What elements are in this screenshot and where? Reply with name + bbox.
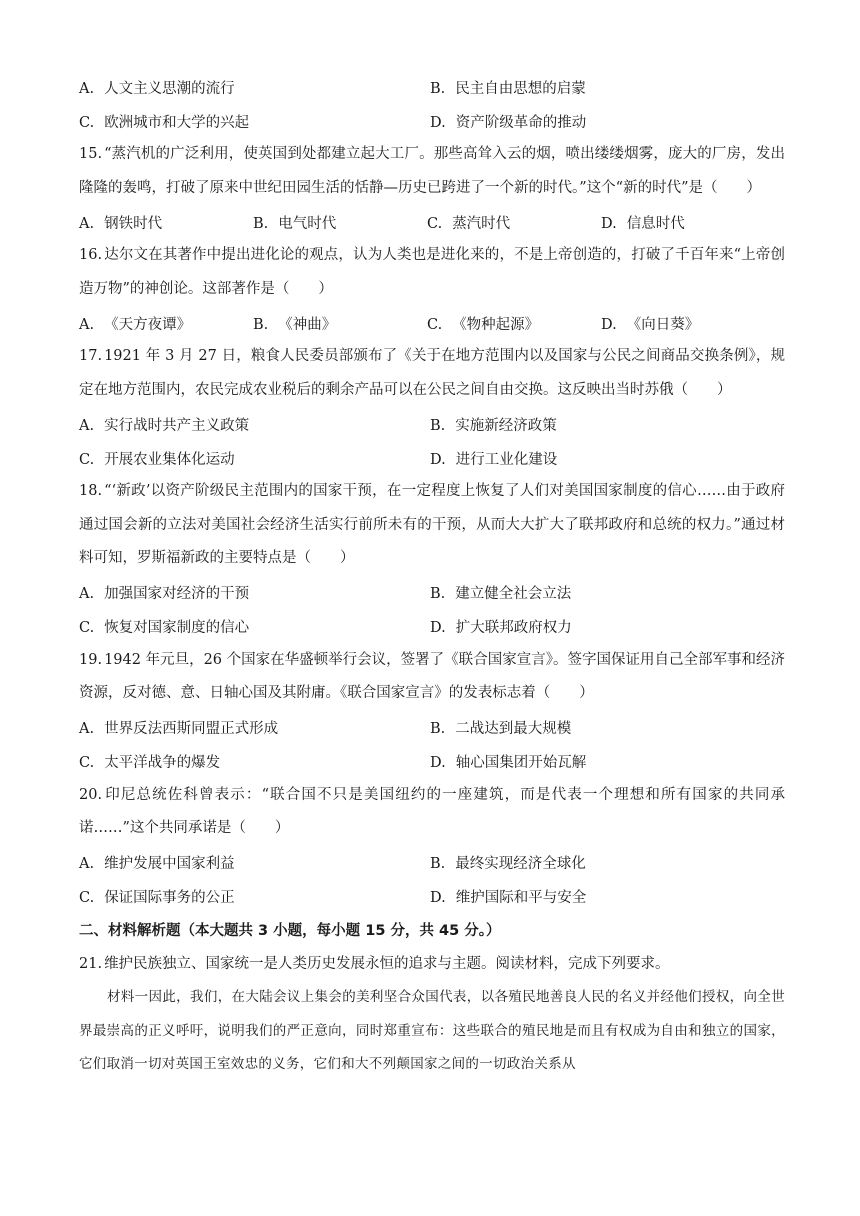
q18-option-c[interactable]: C. 恢复对国家制度的信心	[79, 620, 250, 636]
q14-option-d[interactable]: D. 资产阶级革命的推动	[430, 114, 587, 131]
q20-options-row-1	[79, 846, 785, 880]
q17-option-b[interactable]: B. 实施新经济政策	[430, 417, 557, 434]
exam-content	[79, 70, 785, 1082]
question-21: 21. 维护民族独立、国家统一是人类历史发展永恒的追求与主题。阅读材料，完成下列要求。	[79, 955, 670, 972]
q20-option-a[interactable]: A. 维护发展中国家利益	[79, 856, 235, 872]
q16-option-c[interactable]: C. 《物种起源》	[427, 316, 540, 333]
q17-option-a[interactable]: A. 实行战时共产主义政策	[79, 417, 250, 434]
q19-option-a[interactable]: A. 世界反法西斯同盟正式形成	[79, 721, 279, 737]
q19-options-row-1	[79, 711, 785, 745]
q17-option-c[interactable]: C. 开展农业集体化运动	[79, 451, 235, 468]
q19-option-d[interactable]: D. 轴心国集团开始瓦解	[430, 755, 587, 771]
q14-option-a[interactable]: A. 人文主义思潮的流行	[79, 80, 235, 97]
question-19: 19. 1942 年元旦，26 个国家在华盛顿举行会议，签署了《联合国家宣言》。签字国保证用自己全部军事和经济资源，反对德、意、日轴心国及其附庸。《联合国家宣言》的发表标志着（ ）	[79, 651, 785, 701]
q19-options-row-2	[79, 745, 785, 779]
question-20: 20. 印尼总统佐科曾表示：“联合国不只是美国纽约的一座建筑，而是代表一个理想和所有国家的共同承诺……”这个共同承诺是（ ）	[79, 786, 785, 836]
q17-options-row-2	[79, 441, 785, 475]
q20-option-c[interactable]: C. 保证国际事务的公正	[79, 890, 235, 906]
question-17: 17. 1921 年 3 月 27 日，粮食人民委员部颁布了《关于在地方范围内以及国家与公民之间商品交换条例》，规定在地方范围内，农民完成农业税后的剩余产品可以在公民之间自由交换。这反映出当时苏俄（ ）	[79, 348, 785, 398]
q20-option-b[interactable]: B. 最终实现经济全球化	[430, 856, 586, 872]
q18-option-b[interactable]: B. 建立健全社会立法	[430, 586, 572, 602]
q15-options	[79, 205, 785, 239]
q15-option-a[interactable]: A. 钢铁时代	[79, 215, 163, 232]
q18-options-row-2	[79, 610, 785, 644]
q18-option-a[interactable]: A. 加强国家对经济的干预	[79, 586, 250, 602]
q15-option-b[interactable]: B. 电气时代	[253, 215, 337, 232]
q19-option-c[interactable]: C. 太平洋战争的爆发	[79, 755, 221, 771]
section-2-heading: 二、材料解析题（本大题共 3 小题，每小题 15 分，共 45 分。）	[79, 922, 501, 939]
q17-options-row-1	[79, 407, 785, 441]
question-18: 18. “‘新政’以资产阶级民主范围内的国家干预，在一定程度上恢复了人们对美国国家制度的信心……由于政府通过国会新的立法对美国社会经济生活实行前所未有的干预，从而大大扩大了联邦政府和总统的权力。”通过材料可知，罗斯福新政的主要特点是（ ）	[79, 483, 785, 566]
q19-option-b[interactable]: B. 二战达到最大规模	[430, 721, 572, 737]
q20-options-row-2	[79, 880, 785, 914]
q15-option-c[interactable]: C. 蒸汽时代	[427, 215, 511, 232]
q16-options	[79, 306, 785, 340]
q14-options-row-2	[79, 104, 785, 138]
q17-option-d[interactable]: D. 进行工业化建设	[430, 451, 558, 468]
q18-options-row-1	[79, 576, 785, 610]
q20-option-d[interactable]: D. 维护国际和平与安全	[430, 890, 587, 906]
q15-option-d[interactable]: D. 信息时代	[601, 215, 685, 232]
q16-option-a[interactable]: A. 《天方夜谭》	[79, 316, 192, 333]
q16-option-d[interactable]: D. 《向日葵》	[601, 316, 700, 333]
q18-option-d[interactable]: D. 扩大联邦政府权力	[430, 620, 572, 636]
material-1-text: 材料一因此，我们，在大陆会议上集会的美利坚合众国代表，以各殖民地善良人民的名义并经他们授权，向全世界最崇高的正义呼吁，说明我们的严正意向，同时郑重宣布：这些联合的殖民地是而且有权成为自由和独立的国家，它们取消一切对英国王室效忠的义务，它们和大不列颠国家之间的一切政治关系从	[79, 989, 785, 1072]
q16-option-b[interactable]: B. 《神曲》	[253, 316, 337, 333]
question-15: 15. “蒸汽机的广泛利用，使英国到处都建立起大工厂。那些高耸入云的烟，喷出缕缕烟雾，庞大的厂房，发出隆隆的轰鸣，打破了原来中世纪田园生活的恬静—历史已跨进了一个新的时代。”这个“新的时代”是（ ）	[79, 146, 785, 196]
q14-option-c[interactable]: C. 欧洲城市和大学的兴起	[79, 114, 250, 131]
question-16: 16. 达尔文在其著作中提出进化论的观点，认为人类也是进化来的，不是上帝创造的，打破了千百年来“上帝创造万物”的神创论。这部著作是（ ）	[79, 247, 785, 297]
q14-options-row-1	[79, 70, 785, 104]
q14-option-b[interactable]: B. 民主自由思想的启蒙	[430, 80, 586, 97]
